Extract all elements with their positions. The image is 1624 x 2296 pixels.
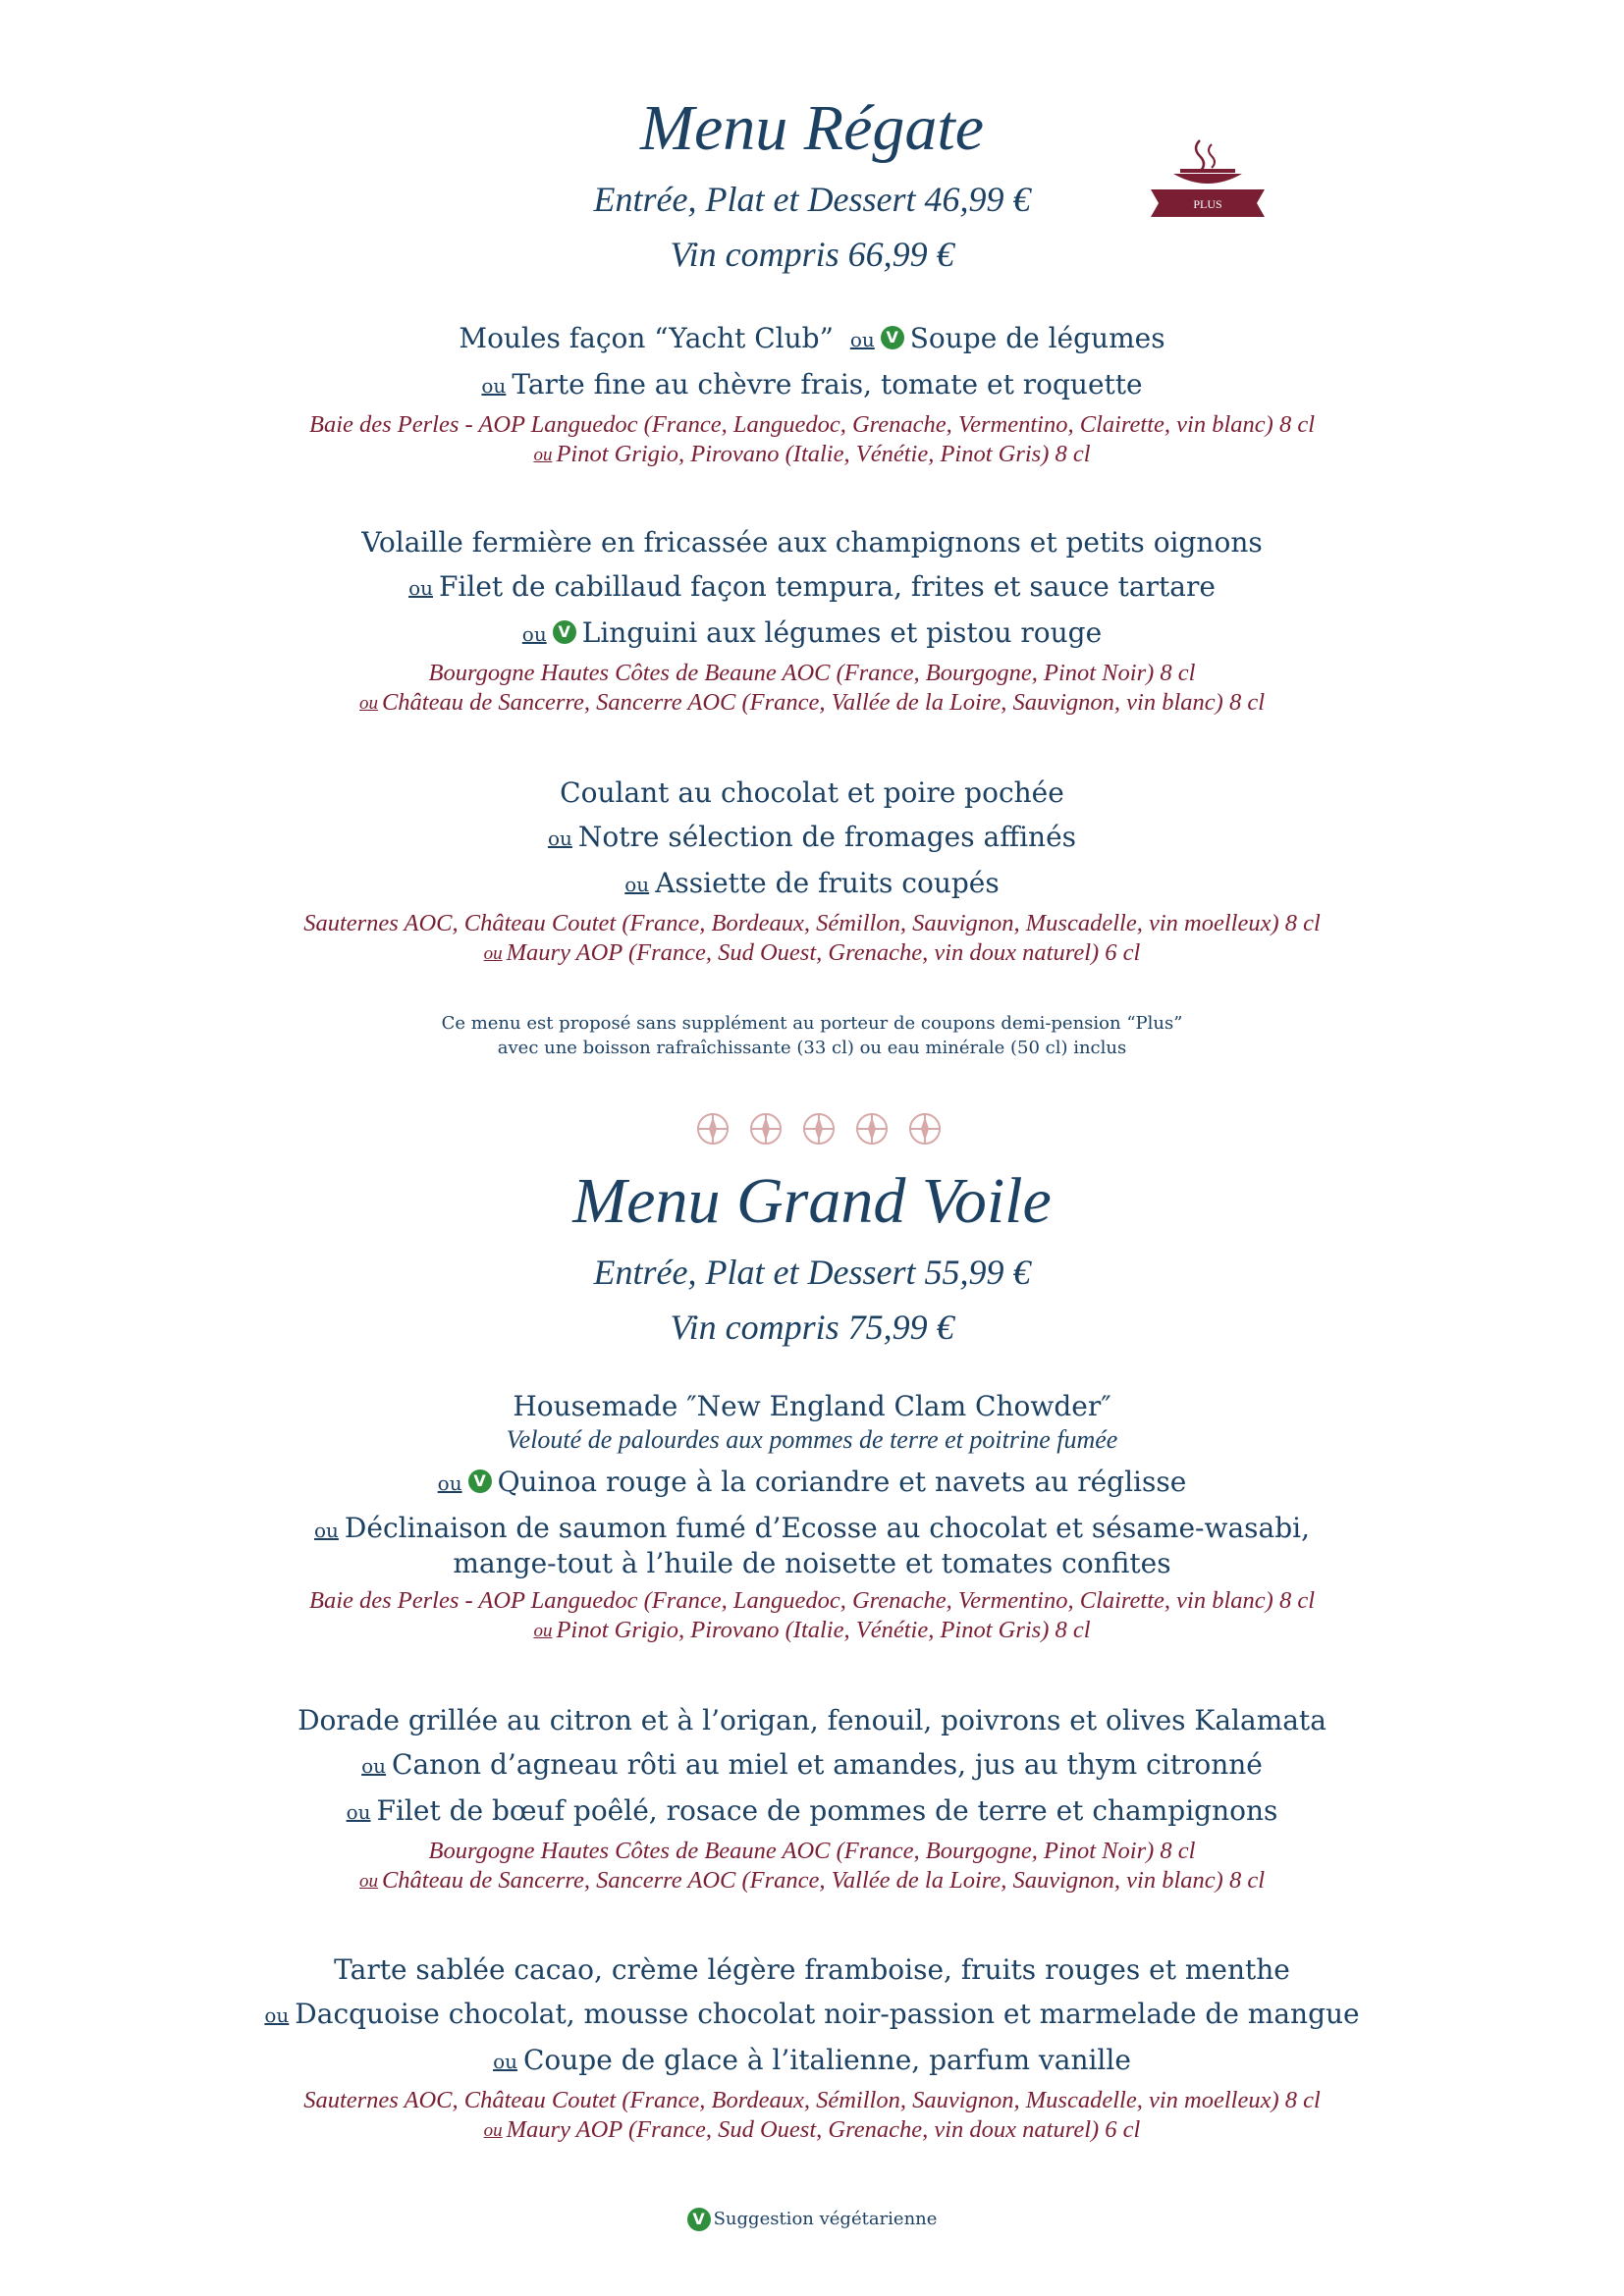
ou-label: ou xyxy=(533,445,553,466)
dish-line: Volaille fermière en fricassée aux champignons et petits oignons xyxy=(361,526,1263,559)
dish-glace: Coupe de glace à l’italienne, parfum vanille xyxy=(522,2044,1131,2076)
ou-label: ou xyxy=(358,1871,378,1893)
menu-regate-mains xyxy=(0,520,1624,719)
dish-line xyxy=(0,1460,1624,1506)
dish-line xyxy=(0,362,1624,408)
dish-line: Dorade grillée au citron et à l’origan, fenouil, poivrons et olives Kalamata xyxy=(298,1704,1326,1736)
ou-label: ou xyxy=(437,1471,462,1495)
ou-label: ou xyxy=(358,693,378,715)
dish-line: Tarte sablée cacao, crème légère framboise, fruits rouges et menthe xyxy=(334,1953,1290,1986)
dish-line xyxy=(0,2038,1624,2084)
dish-line xyxy=(0,815,1624,861)
ou-label: ou xyxy=(481,374,507,398)
compass-icon xyxy=(804,1114,834,1144)
vegetarian-legend-label: Suggestion végétarienne xyxy=(713,2209,938,2229)
wine-maury: Maury AOP (France, Sud Ouest, Grenache, vin doux naturel) 6 cl xyxy=(506,939,1141,966)
wine-line xyxy=(0,1616,1624,1646)
dish-line xyxy=(0,564,1624,611)
dish-soupe: Soupe de légumes xyxy=(909,322,1165,354)
compass-divider xyxy=(687,1109,943,1148)
wine-line xyxy=(0,688,1624,719)
ou-label: ou xyxy=(493,2050,517,2073)
compass-icon xyxy=(857,1114,887,1144)
wine-sancerre: Château de Sancerre, Sancerre AOC (France, Vallée de la Loire, Sauvignon, vin blanc) 8 cl xyxy=(381,689,1266,716)
wine-line: Sauternes AOC, Château Coutet (France, Bordeaux, Sémillon, Sauvignon, Muscadelle, vin moelleux) 8 cl xyxy=(303,910,1321,936)
dish-fromages: Notre sélection de fromages affinés xyxy=(577,821,1077,853)
vegetarian-icon: V xyxy=(881,326,904,349)
ou-label: ou xyxy=(624,873,650,896)
note-line: avec une boisson rafraîchissante (33 cl) ou eau minérale (50 cl) inclus xyxy=(497,1038,1127,1058)
wine-line xyxy=(0,440,1624,470)
ou-label: ou xyxy=(533,1620,553,1641)
menu-grand-voile-desserts xyxy=(0,1948,1624,2146)
dish-linguini: Linguini aux légumes et pistou rouge xyxy=(581,616,1103,649)
dish-line xyxy=(0,1742,1624,1789)
dish-quinoa: Quinoa rouge à la coriandre et navets au réglisse xyxy=(497,1466,1187,1498)
menu-regate-starters xyxy=(0,316,1624,470)
menu-regate-price: Entrée, Plat et Dessert 46,99 € xyxy=(593,179,1031,219)
wine-line xyxy=(0,938,1624,969)
dish-line xyxy=(0,316,1624,362)
compass-icon xyxy=(698,1114,728,1144)
dish-saumon: Déclinaison de saumon fumé d’Ecosse au chocolat et sésame-wasabi, xyxy=(344,1512,1310,1544)
dish-clam-chowder-desc: Velouté de palourdes aux pommes de terre et poitrine fumée xyxy=(506,1425,1118,1454)
dish-saumon-cont: mange-tout à l’huile de noisette et tomates confites xyxy=(453,1546,1171,1579)
dish-fruits: Assiette de fruits coupés xyxy=(655,867,1000,899)
menu-grand-voile-title: Menu Grand Voile xyxy=(572,1165,1052,1237)
vegetarian-icon: V xyxy=(553,620,576,644)
wine-line: Bourgogne Hautes Côtes de Beaune AOC (France, Bourgogne, Pinot Noir) 8 cl xyxy=(428,660,1196,686)
ou-label: ou xyxy=(264,2003,290,2027)
wine-line: Baie des Perles - AOP Languedoc (France, Languedoc, Grenache, Vermentino, Clairette, vin blanc) 8 cl xyxy=(309,1586,1315,1614)
dish-line xyxy=(0,1512,1624,1580)
dish-line xyxy=(0,1789,1624,1835)
menu-regate-wine-price: Vin compris 66,99 € xyxy=(670,234,954,274)
vegetarian-legend xyxy=(0,2207,1624,2232)
wine-pinot-grigio: Pinot Grigio, Pirovano (Italie, Vénétie, Pinot Gris) 8 cl xyxy=(556,441,1091,467)
wine-line: Sauternes AOC, Château Coutet (France, Bordeaux, Sémillon, Sauvignon, Muscadelle, vin moelleux) 8 cl xyxy=(303,2087,1321,2113)
vegetarian-icon: V xyxy=(468,1469,492,1493)
dish-clam-chowder: Housemade ″New England Clam Chowder″ xyxy=(513,1390,1111,1422)
menu-grand-voile-mains xyxy=(0,1698,1624,1896)
note-line: Ce menu est proposé sans supplément au porteur de coupons demi-pension “Plus” xyxy=(441,1013,1183,1034)
plus-logo-icon xyxy=(1149,133,1267,221)
ou-label: ou xyxy=(483,2120,503,2142)
ou-label: ou xyxy=(408,576,433,600)
compass-icon xyxy=(751,1114,781,1144)
wine-line xyxy=(0,2115,1624,2146)
ou-label: ou xyxy=(849,328,875,351)
dish-line xyxy=(0,861,1624,907)
wine-sancerre: Château de Sancerre, Sancerre AOC (France, Vallée de la Loire, Sauvignon, vin blanc) 8 cl xyxy=(381,1867,1266,1894)
plus-logo-text: PLUS xyxy=(1193,197,1222,211)
ou-label: ou xyxy=(547,827,572,850)
ou-label: ou xyxy=(346,1800,371,1824)
ou-label: ou xyxy=(521,622,547,646)
dish-dacquoise: Dacquoise chocolat, mousse chocolat noir-passion et marmelade de mangue xyxy=(295,1998,1360,2030)
dish-boeuf: Filet de bœuf poêlé, rosace de pommes de terre et champignons xyxy=(376,1794,1278,1827)
menu-grand-voile-header xyxy=(0,1166,1624,1354)
dish-agneau: Canon d’agneau rôti au miel et amandes, jus au thym citronné xyxy=(392,1748,1263,1781)
dish-line xyxy=(0,611,1624,657)
menu-regate-note xyxy=(0,1011,1624,1060)
dish-cabillaud: Filet de cabillaud façon tempura, frites et sauce tartare xyxy=(439,570,1216,603)
wine-pinot-grigio: Pinot Grigio, Pirovano (Italie, Vénétie, Pinot Gris) 8 cl xyxy=(556,1616,1091,1643)
dish-tarte-chevre: Tarte fine au chèvre frais, tomate et roquette xyxy=(512,368,1143,400)
menu-grand-voile-price: Entrée, Plat et Dessert 55,99 € xyxy=(593,1252,1031,1292)
dish-line: Coulant au chocolat et poire pochée xyxy=(560,776,1064,809)
dish-moules: Moules façon “Yacht Club” xyxy=(459,322,834,354)
wine-maury: Maury AOP (France, Sud Ouest, Grenache, vin doux naturel) 6 cl xyxy=(506,2116,1141,2143)
vegetarian-icon: V xyxy=(687,2208,711,2231)
compass-icon xyxy=(910,1114,940,1144)
menu-regate-desserts xyxy=(0,771,1624,969)
menu-grand-voile-wine-price: Vin compris 75,99 € xyxy=(670,1307,954,1347)
menu-grand-voile-starters xyxy=(0,1389,1624,1646)
wine-line: Baie des Perles - AOP Languedoc (France, Languedoc, Grenache, Vermentino, Clairette, vin blanc) 8 cl xyxy=(309,411,1315,438)
wine-line: Bourgogne Hautes Côtes de Beaune AOC (France, Bourgogne, Pinot Noir) 8 cl xyxy=(428,1838,1196,1864)
ou-label: ou xyxy=(361,1754,387,1778)
menu-regate-header xyxy=(0,93,1624,281)
ou-label: ou xyxy=(483,943,503,965)
ou-label: ou xyxy=(314,1518,339,1542)
menu-regate-title: Menu Régate xyxy=(639,92,984,164)
dish-line xyxy=(0,1992,1624,2038)
wine-line xyxy=(0,1866,1624,1896)
